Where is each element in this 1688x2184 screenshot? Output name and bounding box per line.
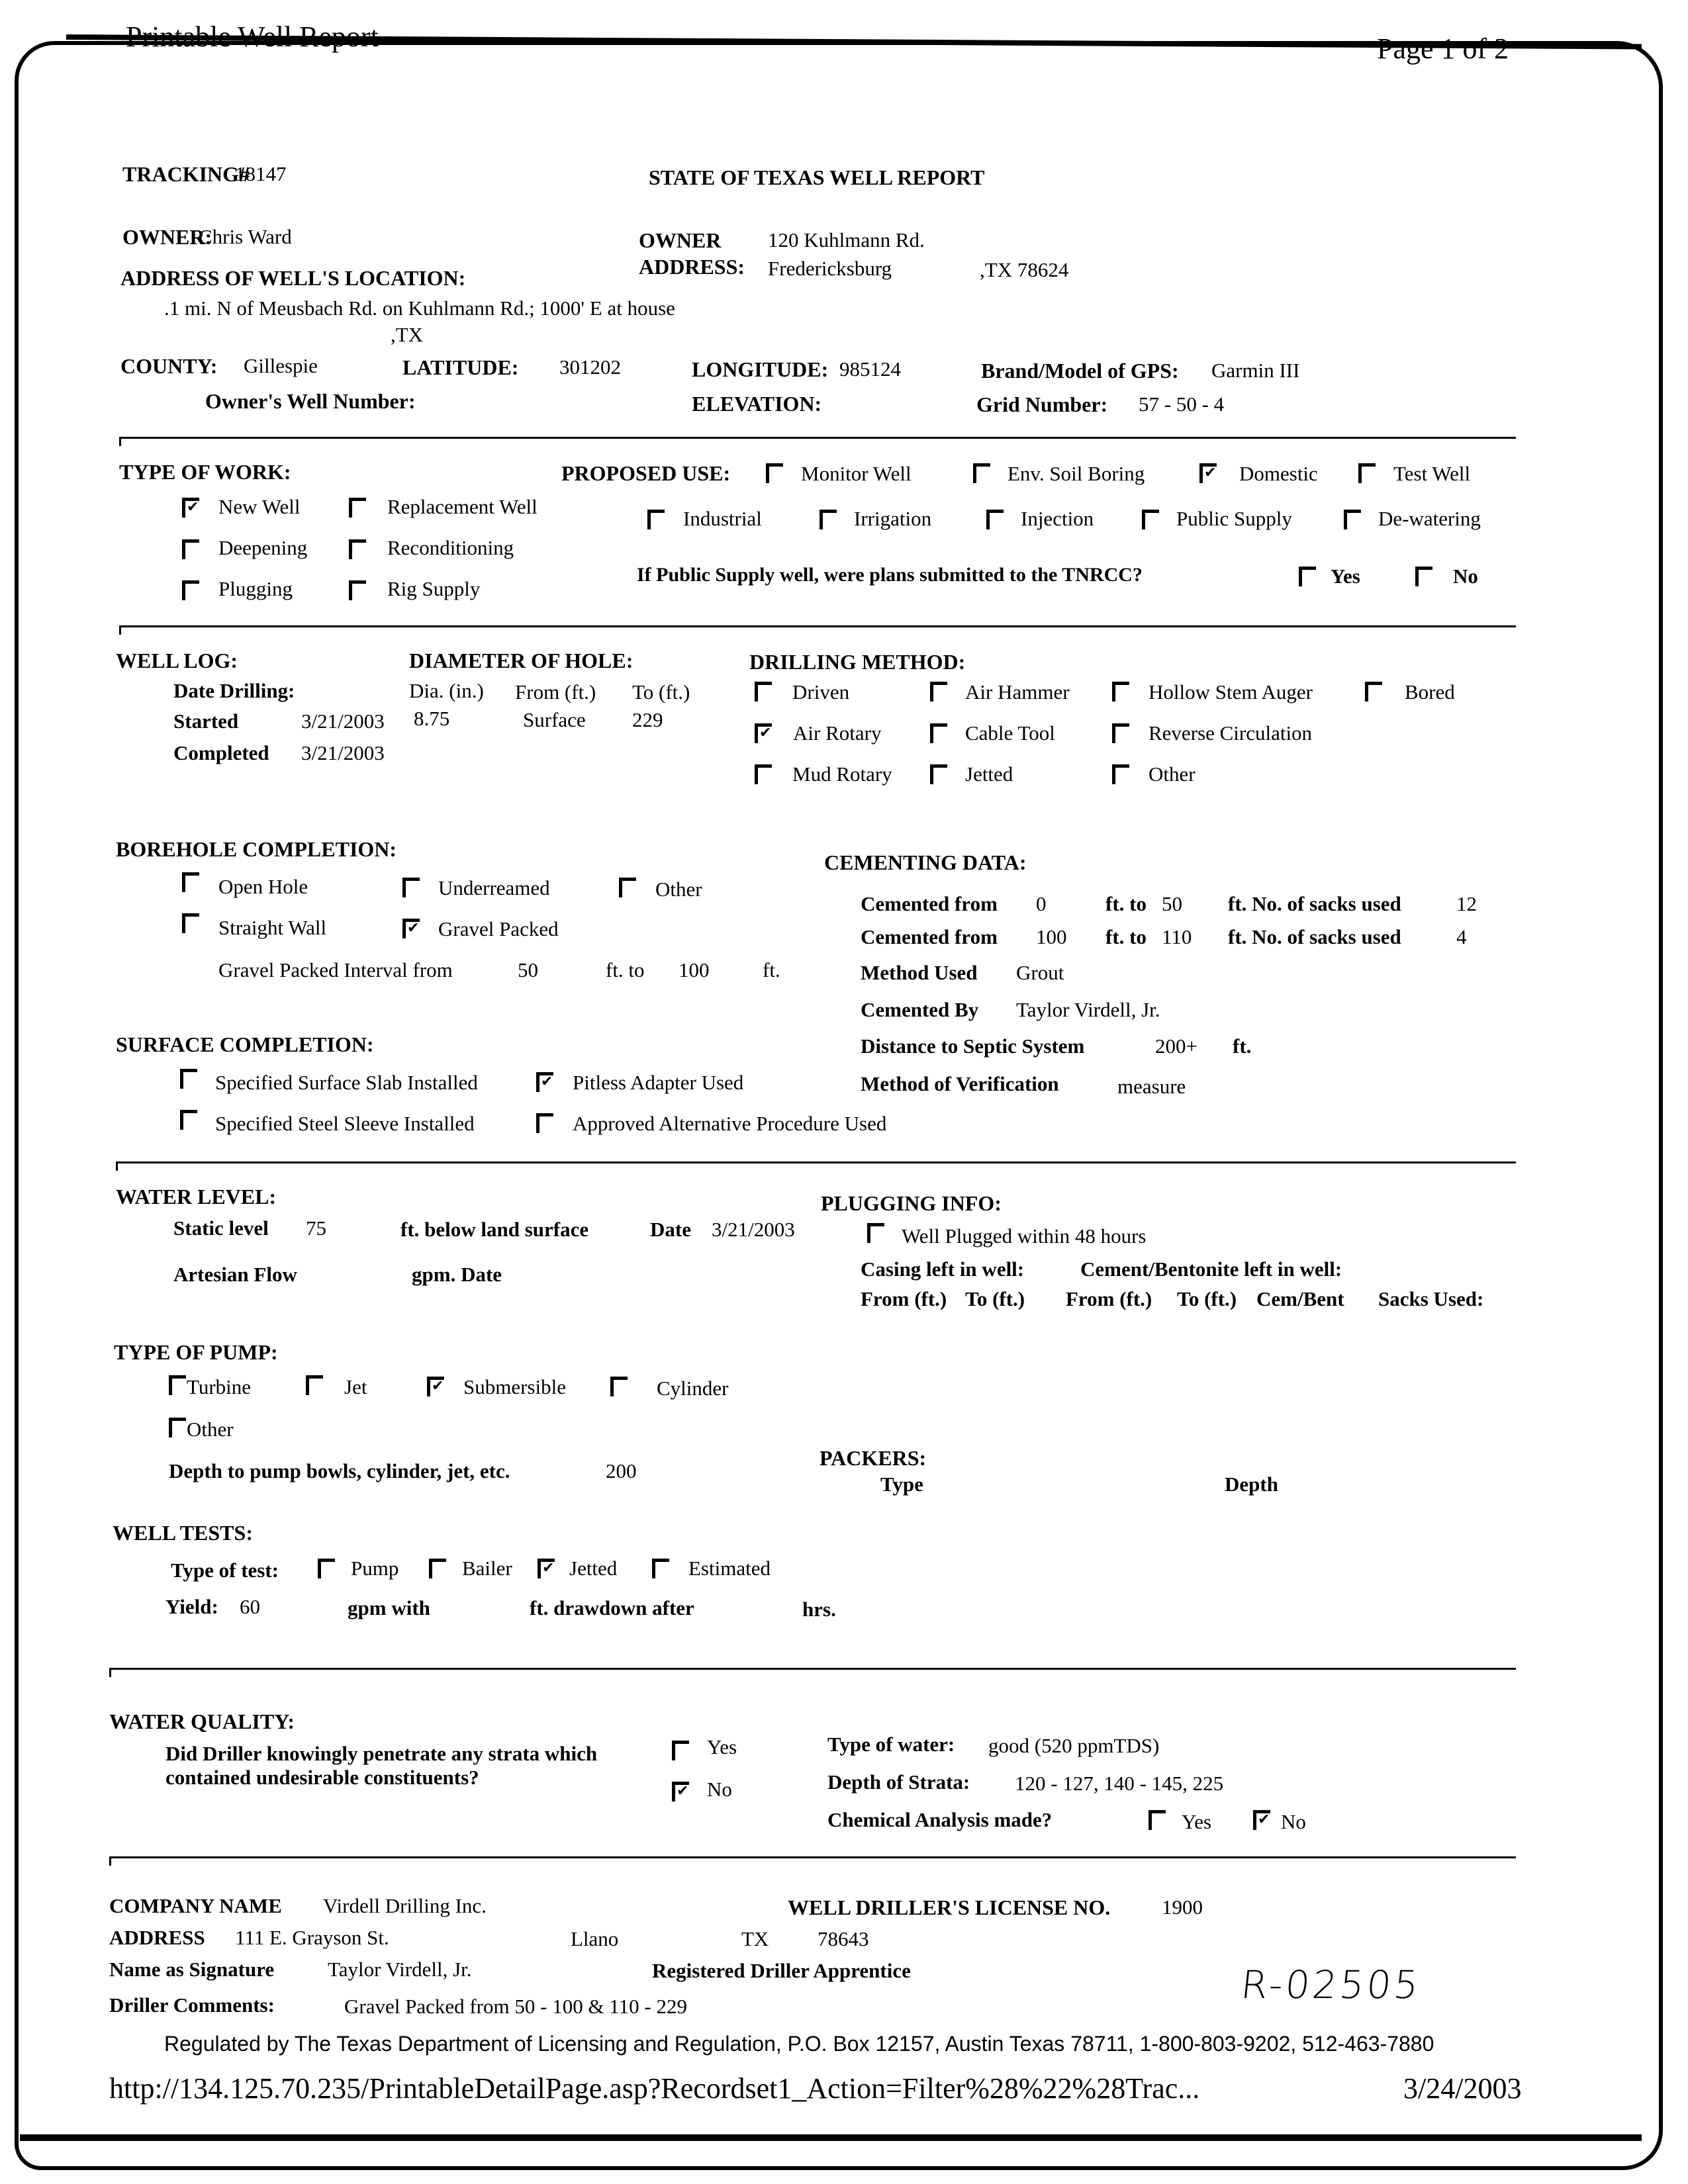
public-supply-checkbox[interactable] bbox=[1142, 510, 1159, 529]
tracking-label: TRACKING# bbox=[122, 162, 250, 186]
pump-test-label: Pump bbox=[351, 1557, 399, 1580]
type-of-work-label: TYPE OF WORK: bbox=[119, 460, 291, 484]
gps-label: Brand/Model of GPS: bbox=[981, 359, 1179, 383]
completed-label: Completed bbox=[173, 741, 269, 764]
well-location-state: ,TX bbox=[391, 323, 424, 346]
started-label: Started bbox=[173, 709, 239, 733]
owner-address-label-1: OWNER bbox=[639, 228, 722, 252]
artesian-flow-unit: gpm. Date bbox=[412, 1263, 502, 1286]
packers-label: PACKERS: bbox=[820, 1446, 927, 1470]
tnrcc-no-checkbox[interactable] bbox=[1415, 567, 1432, 586]
de-watering-label: De-watering bbox=[1378, 507, 1481, 530]
latitude-value: 301202 bbox=[559, 355, 621, 379]
sacks-value: 4 bbox=[1456, 925, 1467, 948]
gps-value: Garmin III bbox=[1211, 359, 1300, 382]
plug-col-from-2: From (ft.) bbox=[1066, 1287, 1152, 1310]
well-tests-label: WELL TESTS: bbox=[113, 1521, 253, 1545]
plugged-48-label: Well Plugged within 48 hours bbox=[902, 1224, 1147, 1248]
pump-test-checkbox[interactable] bbox=[318, 1559, 335, 1578]
cable-tool-checkbox[interactable] bbox=[930, 723, 947, 743]
submersible-checkbox[interactable] bbox=[427, 1377, 444, 1396]
owner-address-state-zip: ,TX 78624 bbox=[980, 258, 1069, 281]
tnrcc-yes-checkbox[interactable] bbox=[1299, 567, 1316, 586]
col-from: From (ft.) bbox=[515, 680, 596, 704]
plug-col-cem-bent: Cem/Bent bbox=[1256, 1287, 1344, 1310]
cemented-from-label: Cemented from bbox=[861, 892, 998, 915]
open-hole-label: Open Hole bbox=[218, 875, 308, 898]
air-hammer-label: Air Hammer bbox=[965, 680, 1070, 704]
regulatory-notice: Regulated by The Texas Department of Licensing and Regulation, P.O. Box 12157, Austin Texas 78711, 1-800-803-9202, 512-463-7880 bbox=[164, 2032, 1434, 2056]
company-address-label: ADDRESS bbox=[109, 1926, 205, 1949]
static-level-unit: ft. below land surface bbox=[400, 1218, 589, 1241]
deepening-label: Deepening bbox=[218, 536, 308, 559]
pitless-adapter-label: Pitless Adapter Used bbox=[573, 1071, 744, 1094]
replacement-well-checkbox[interactable] bbox=[349, 498, 366, 518]
registered-apprentice-label: Registered Driller Apprentice bbox=[652, 1959, 911, 1982]
mud-rotary-label: Mud Rotary bbox=[792, 762, 892, 786]
de-watering-checkbox[interactable] bbox=[1344, 510, 1361, 529]
pump-other-label: Other bbox=[187, 1418, 234, 1441]
handwritten-record-number: R-02505 bbox=[1239, 1962, 1423, 2007]
open-hole-checkbox[interactable] bbox=[182, 872, 199, 892]
casing-left-label: Casing left in well: bbox=[861, 1257, 1025, 1281]
borehole-other-label: Other bbox=[655, 878, 702, 901]
alternative-procedure-checkbox[interactable] bbox=[536, 1113, 553, 1133]
undesirable-question-2: contained undesirable constituents? bbox=[165, 1766, 479, 1789]
underreamed-checkbox[interactable] bbox=[402, 878, 420, 897]
driven-checkbox[interactable] bbox=[755, 682, 772, 702]
undesirable-no-label: No bbox=[707, 1778, 732, 1801]
reconditioning-checkbox[interactable] bbox=[349, 539, 366, 559]
deepening-checkbox[interactable] bbox=[182, 539, 199, 559]
test-well-label: Test Well bbox=[1393, 462, 1471, 485]
owner-address-label-2: ADDRESS: bbox=[639, 255, 745, 279]
cylinder-label: Cylinder bbox=[657, 1377, 729, 1400]
method-used-label: Method Used bbox=[861, 961, 978, 984]
plugged-48-checkbox[interactable] bbox=[867, 1223, 884, 1243]
env-soil-boring-label: Env. Soil Boring bbox=[1008, 462, 1145, 485]
owner-well-number-label: Owner's Well Number: bbox=[205, 389, 416, 413]
water-date-label: Date bbox=[650, 1218, 691, 1241]
jetted-test-label: Jetted bbox=[569, 1557, 618, 1580]
submersible-label: Submersible bbox=[463, 1375, 566, 1398]
monitor-well-label: Monitor Well bbox=[801, 462, 912, 485]
yield-value: 60 bbox=[240, 1595, 260, 1618]
turbine-label: Turbine bbox=[187, 1375, 252, 1398]
gravel-interval-to-label: ft. to bbox=[606, 958, 645, 981]
monitor-well-checkbox[interactable] bbox=[766, 463, 783, 483]
steel-sleeve-label: Specified Steel Sleeve Installed bbox=[215, 1112, 475, 1135]
section-divider bbox=[119, 437, 1516, 439]
date-drilling-label: Date Drilling: bbox=[173, 679, 295, 702]
company-name-value: Virdell Drilling Inc. bbox=[323, 1894, 487, 1917]
gravel-packed-label: Gravel Packed bbox=[438, 917, 559, 940]
chemical-yes-label: Yes bbox=[1182, 1810, 1212, 1833]
diameter-label: DIAMETER OF HOLE: bbox=[409, 649, 633, 672]
page-indicator: Page 1 of 2 bbox=[1377, 32, 1509, 65]
gravel-interval-label: Gravel Packed Interval from bbox=[218, 958, 453, 981]
undesirable-yes-label: Yes bbox=[707, 1735, 737, 1758]
verification-label: Method of Verification bbox=[861, 1072, 1059, 1095]
gravel-interval-from: 50 bbox=[518, 958, 538, 981]
bailer-test-checkbox[interactable] bbox=[429, 1559, 446, 1578]
surface-completion-label: SURFACE COMPLETION: bbox=[116, 1032, 374, 1056]
longitude-value: 985124 bbox=[839, 357, 901, 381]
alternative-procedure-label: Approved Alternative Procedure Used bbox=[573, 1112, 887, 1135]
public-supply-label: Public Supply bbox=[1176, 507, 1292, 530]
static-level-label: Static level bbox=[173, 1216, 269, 1240]
tnrcc-question: If Public Supply well, were plans submitted to the TNRCC? bbox=[637, 564, 1143, 586]
signature-value: Taylor Virdell, Jr. bbox=[328, 1958, 472, 1981]
pump-depth-label: Depth to pump bowls, cylinder, jet, etc. bbox=[169, 1459, 510, 1482]
domestic-label: Domestic bbox=[1239, 462, 1318, 485]
hollow-stem-auger-label: Hollow Stem Auger bbox=[1149, 680, 1313, 704]
reconditioning-label: Reconditioning bbox=[387, 536, 514, 559]
sacks-value: 12 bbox=[1456, 892, 1477, 915]
jetted-drill-label: Jetted bbox=[965, 762, 1013, 786]
static-level-value: 75 bbox=[306, 1216, 326, 1240]
driller-comments-value: Gravel Packed from 50 - 100 & 110 - 229 bbox=[344, 1995, 687, 2018]
method-used-value: Grout bbox=[1016, 961, 1064, 984]
gpm-with-label: gpm with bbox=[348, 1596, 430, 1619]
chemical-analysis-label: Chemical Analysis made? bbox=[827, 1808, 1053, 1831]
grid-number-label: Grid Number: bbox=[976, 392, 1108, 416]
completed-date: 3/21/2003 bbox=[301, 741, 385, 764]
strata-depth-value: 120 - 127, 140 - 145, 225 bbox=[1015, 1772, 1224, 1795]
yield-label: Yield: bbox=[165, 1595, 218, 1618]
county-value: Gillespie bbox=[244, 354, 318, 377]
owner-address-street: 120 Kuhlmann Rd. bbox=[768, 228, 925, 251]
owner-label: OWNER: bbox=[122, 225, 212, 249]
county-label: COUNTY: bbox=[120, 354, 218, 378]
pitless-adapter-checkbox[interactable] bbox=[536, 1072, 553, 1092]
grid-number-value: 57 - 50 - 4 bbox=[1139, 392, 1225, 416]
other-drill-label: Other bbox=[1149, 762, 1196, 786]
company-address-street: 111 E. Grayson St. bbox=[235, 1926, 389, 1949]
from-value: Surface bbox=[523, 708, 586, 731]
document-title: Printable Well Report bbox=[126, 21, 379, 53]
other-drill-checkbox[interactable] bbox=[1112, 764, 1129, 784]
strata-depth-label: Depth of Strata: bbox=[827, 1770, 970, 1794]
rig-supply-checkbox[interactable] bbox=[349, 580, 366, 600]
estimated-test-checkbox[interactable] bbox=[652, 1559, 669, 1578]
jet-checkbox[interactable] bbox=[306, 1375, 323, 1395]
water-level-label: WATER LEVEL: bbox=[116, 1185, 277, 1208]
septic-distance-unit: ft. bbox=[1233, 1034, 1252, 1058]
cable-tool-label: Cable Tool bbox=[965, 721, 1055, 745]
bored-checkbox[interactable] bbox=[1365, 682, 1382, 702]
estimated-test-label: Estimated bbox=[688, 1557, 771, 1580]
cemented-to-value: 50 bbox=[1162, 892, 1182, 915]
mud-rotary-checkbox[interactable] bbox=[755, 764, 772, 784]
borehole-other-checkbox[interactable] bbox=[619, 878, 636, 897]
print-date: 3/24/2003 bbox=[1403, 2072, 1522, 2105]
company-address-zip: 78643 bbox=[818, 1927, 869, 1950]
new-well-label: New Well bbox=[218, 495, 301, 518]
chemical-yes-checkbox[interactable] bbox=[1149, 1810, 1166, 1830]
undesirable-yes-checkbox[interactable] bbox=[672, 1741, 689, 1760]
rig-supply-label: Rig Supply bbox=[387, 577, 481, 600]
underreamed-label: Underreamed bbox=[438, 876, 550, 899]
company-address-city: Llano bbox=[571, 1927, 619, 1950]
env-soil-boring-checkbox[interactable] bbox=[973, 463, 990, 483]
section-divider bbox=[116, 1161, 1516, 1163]
type-of-pump-label: TYPE OF PUMP: bbox=[114, 1340, 278, 1364]
cemented-to-label: ft. to bbox=[1105, 892, 1147, 915]
pump-depth-value: 200 bbox=[606, 1459, 637, 1482]
tnrcc-no-label: No bbox=[1453, 565, 1478, 588]
air-hammer-checkbox[interactable] bbox=[930, 682, 947, 702]
latitude-label: LATITUDE: bbox=[402, 355, 519, 379]
water-type-label: Type of water: bbox=[827, 1733, 955, 1756]
water-quality-label: WATER QUALITY: bbox=[109, 1709, 295, 1733]
report-title: STATE OF TEXAS WELL REPORT bbox=[649, 165, 985, 189]
cylinder-checkbox[interactable] bbox=[610, 1377, 628, 1396]
signature-label: Name as Signature bbox=[109, 1958, 275, 1981]
verification-value: measure bbox=[1117, 1075, 1186, 1098]
col-to: To (ft.) bbox=[632, 680, 690, 704]
longitude-label: LONGITUDE: bbox=[692, 357, 829, 381]
jet-label: Jet bbox=[344, 1375, 367, 1398]
driven-label: Driven bbox=[792, 680, 850, 704]
proposed-use-label: PROPOSED USE: bbox=[561, 461, 731, 485]
elevation-label: ELEVATION: bbox=[692, 392, 822, 416]
plug-col-from: From (ft.) bbox=[861, 1287, 947, 1310]
bored-label: Bored bbox=[1405, 680, 1455, 704]
dia-value: 8.75 bbox=[414, 707, 450, 730]
replacement-well-label: Replacement Well bbox=[387, 495, 538, 518]
straight-wall-label: Straight Wall bbox=[218, 916, 327, 939]
septic-distance-label: Distance to Septic System bbox=[861, 1034, 1085, 1058]
drilling-method-label: DRILLING METHOD: bbox=[749, 650, 966, 674]
test-well-checkbox[interactable] bbox=[1358, 463, 1376, 483]
cemented-by-label: Cemented By bbox=[861, 998, 979, 1021]
industrial-label: Industrial bbox=[683, 507, 762, 530]
borehole-completion-label: BOREHOLE COMPLETION: bbox=[116, 837, 397, 861]
cemented-by-value: Taylor Virdell, Jr. bbox=[1016, 998, 1160, 1021]
plug-col-to-2: To (ft.) bbox=[1177, 1287, 1237, 1310]
cemented-from-value: 100 bbox=[1036, 925, 1067, 948]
col-dia: Dia. (in.) bbox=[409, 679, 484, 702]
surface-slab-label: Specified Surface Slab Installed bbox=[215, 1071, 478, 1094]
license-value: 1900 bbox=[1162, 1895, 1203, 1919]
jetted-drill-checkbox[interactable] bbox=[930, 764, 947, 784]
gravel-interval-to: 100 bbox=[679, 958, 710, 981]
cementing-data-label: CEMENTING DATA: bbox=[824, 850, 1027, 874]
section-divider bbox=[119, 625, 1516, 627]
cemented-from-label: Cemented from bbox=[861, 925, 998, 948]
water-date-value: 3/21/2003 bbox=[712, 1218, 795, 1241]
cemented-to-value: 110 bbox=[1162, 925, 1192, 948]
tnrcc-yes-label: Yes bbox=[1331, 565, 1360, 588]
hollow-stem-auger-checkbox[interactable] bbox=[1112, 682, 1129, 702]
plugging-checkbox[interactable] bbox=[182, 580, 199, 600]
packers-col-depth: Depth bbox=[1225, 1473, 1278, 1496]
new-well-checkbox[interactable] bbox=[182, 498, 199, 518]
septic-distance-value: 200+ bbox=[1155, 1034, 1197, 1058]
cement-left-label: Cement/Bentonite left in well: bbox=[1080, 1257, 1342, 1281]
reverse-circulation-label: Reverse Circulation bbox=[1149, 721, 1313, 745]
irrigation-checkbox[interactable] bbox=[820, 510, 837, 529]
company-name-label: COMPANY NAME bbox=[109, 1894, 282, 1917]
reverse-circulation-checkbox[interactable] bbox=[1112, 723, 1129, 743]
water-type-value: good (520 ppmTDS) bbox=[988, 1734, 1160, 1757]
packers-col-type: Type bbox=[880, 1473, 923, 1496]
plugging-label: Plugging bbox=[218, 577, 293, 600]
injection-checkbox[interactable] bbox=[986, 510, 1004, 529]
cemented-from-value: 0 bbox=[1036, 892, 1047, 915]
plug-col-sacks: Sacks Used: bbox=[1378, 1287, 1484, 1310]
well-location-label: ADDRESS OF WELL'S LOCATION: bbox=[120, 266, 466, 290]
sacks-label: ft. No. of sacks used bbox=[1228, 925, 1401, 948]
bailer-test-label: Bailer bbox=[462, 1557, 512, 1580]
industrial-checkbox[interactable] bbox=[647, 510, 665, 529]
undesirable-question-1: Did Driller knowingly penetrate any strata which bbox=[165, 1742, 598, 1765]
test-type-label: Type of test: bbox=[171, 1559, 279, 1582]
gravel-interval-unit: ft. bbox=[763, 958, 780, 981]
owner-name: Chris Ward bbox=[199, 225, 292, 248]
section-divider bbox=[109, 1668, 1516, 1670]
well-log-label: WELL LOG: bbox=[116, 649, 238, 672]
air-rotary-label: Air Rotary bbox=[793, 721, 882, 745]
chemical-no-checkbox[interactable] bbox=[1253, 1810, 1270, 1830]
injection-label: Injection bbox=[1021, 507, 1094, 530]
artesian-flow-label: Artesian Flow bbox=[173, 1263, 297, 1286]
started-date: 3/21/2003 bbox=[301, 709, 385, 733]
irrigation-label: Irrigation bbox=[854, 507, 932, 530]
tracking-number: 18147 bbox=[235, 162, 287, 185]
drawdown-label: ft. drawdown after bbox=[530, 1596, 694, 1619]
straight-wall-checkbox[interactable] bbox=[182, 913, 199, 933]
driller-comments-label: Driller Comments: bbox=[109, 1993, 275, 2017]
license-label: WELL DRILLER'S LICENSE NO. bbox=[788, 1895, 1111, 1919]
chemical-no-label: No bbox=[1281, 1810, 1306, 1833]
gravel-packed-checkbox[interactable] bbox=[402, 919, 420, 938]
company-address-state: TX bbox=[741, 1927, 769, 1950]
plugging-info-label: PLUGGING INFO: bbox=[821, 1191, 1002, 1215]
steel-sleeve-checkbox[interactable] bbox=[180, 1110, 197, 1130]
jetted-test-checkbox[interactable] bbox=[538, 1559, 555, 1578]
plug-col-to: To (ft.) bbox=[965, 1287, 1025, 1310]
air-rotary-checkbox[interactable] bbox=[755, 723, 772, 743]
owner-address-city: Fredericksburg bbox=[768, 257, 892, 280]
sacks-label: ft. No. of sacks used bbox=[1228, 892, 1401, 915]
section-divider bbox=[109, 1856, 1516, 1858]
bottom-border-bar bbox=[20, 2134, 1642, 2141]
hrs-label: hrs. bbox=[802, 1598, 836, 1621]
undesirable-no-checkbox[interactable] bbox=[672, 1782, 689, 1801]
surface-slab-checkbox[interactable] bbox=[180, 1069, 197, 1089]
domestic-checkbox[interactable] bbox=[1199, 463, 1217, 483]
source-url[interactable]: http://134.125.70.235/PrintableDetailPage.asp?Recordset1_Action=Filter%28%22%28Trac... bbox=[109, 2072, 1200, 2105]
cemented-to-label: ft. to bbox=[1105, 925, 1147, 948]
to-value: 229 bbox=[632, 708, 663, 731]
well-location-value: .1 mi. N of Meusbach Rd. on Kuhlmann Rd.; 1000' E at house bbox=[164, 296, 675, 320]
